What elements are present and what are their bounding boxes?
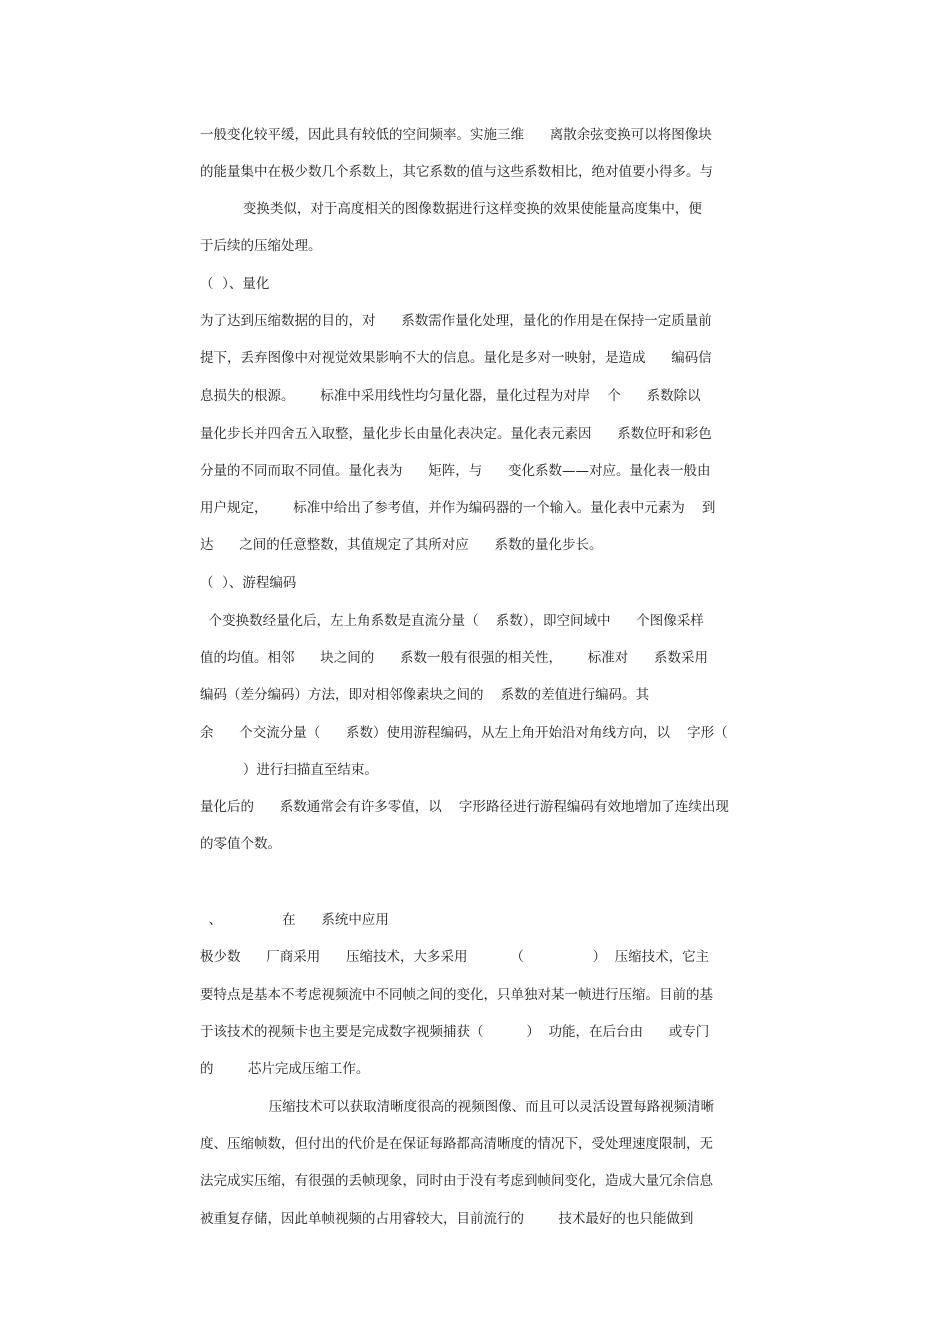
section-heading: （ ）、量化: [200, 276, 270, 292]
body-text-line: 编码（差分编码）方法，即对相邻像素块之间的 系数的差值进行编码。其: [200, 687, 650, 703]
body-text-line: 法完成实压缩，有很强的丢帧现象，同时由于没有考虑到帧间变化，造成大量冗余信息: [200, 1173, 713, 1189]
section-heading: （ ）、游程编码: [200, 575, 297, 591]
body-text-line: 值的均值。相邻 块之间的 系数一般有很强的相关性， 标准对 系数采用: [200, 650, 708, 666]
body-text-line: 分量的不同而取不同值。量化表为 矩阵，与 变化系数——对应。量化表一般由: [200, 463, 711, 479]
body-text-line: 量化后的 系数通常会有许多零值，以 字形路径进行游程编码有效地增加了连续出现: [200, 799, 729, 815]
body-text-line: 提下，丢弃图像中对视觉效果影响不大的信息。量化是多对一映射，是造成 编码信: [200, 350, 712, 366]
body-text-line: 被重复存储，因此单帧视频的占用睿较大，目前流行的 技术最好的也只能做到: [200, 1211, 694, 1227]
body-text-line: 为了达到压缩数据的目的，对 系数需作量化处理，量化的作用是在保持一定质量前: [200, 313, 712, 329]
body-text-line: 量化步长并四舍五入取整，量化步长由量化表决定。量化表元素因 系数位旴和彩色: [200, 426, 712, 442]
body-text-line: ）进行扫描直至结束。: [200, 762, 378, 778]
body-text-line: 的能量集中在极少数几个系数上，其它系数的值与这些系数相比，绝对值要小得多。与: [200, 164, 713, 180]
body-text-line: 的零值个数。: [200, 836, 281, 852]
section-heading: 、 在 系统中应用: [200, 912, 389, 928]
body-text-line: 度、压缩帧数，但付出的代价是在保证每路都高清晰度的情况下，受处理速度限制，无: [200, 1136, 713, 1152]
body-text-line: 压缩技术可以获取清晰度很高的视频图像、而且可以灵活设置每路视频清晰: [200, 1099, 715, 1115]
body-text-line: 一般变化较平缓，因此具有较低的空间频率。实施三维 离散余弦变换可以将图像块: [200, 127, 712, 143]
body-text-line: 于后续的压缩处理。: [200, 238, 322, 254]
body-text-line: 息损失的根源。 标准中采用线性均匀量化器，量化过程为对岸 个 系数除以: [200, 388, 701, 404]
body-text-line: 用户规定， 标准中给出了参考值，并作为编码器的一个输入。量化表中元素为 到: [200, 500, 716, 516]
body-text-line: 变换类似，对于高度相关的图像数据进行这样变换的效果使能量高度集中，便: [200, 201, 702, 217]
body-text-line: 个变换数经量化后，左上角系数是直流分量（ 系数），即空间域中 个图像采样: [200, 613, 704, 629]
body-text-line: 极少数 厂商采用 压缩技术，大多采用 （ ） 压缩技术，它主: [200, 949, 710, 965]
body-text-line: 余 个交流分量（ 系数）使用游程编码，从左上角开始沿对角线方向，以 字形（: [200, 725, 728, 741]
body-text-line: 于该技术的视频卡也主要是完成数字视频捕获（ ） 功能，在后台由 或专门: [200, 1024, 710, 1040]
body-text-line: 要特点是基本不考虑视频流中不同帧之间的变化，只单独对某一帧进行压缩。目前的基: [200, 987, 713, 1003]
body-text-line: 达 之间的任意整数，其值规定了其所对应 系数的量化步长。: [200, 537, 603, 553]
body-text-line: 的 芯片完成压缩工作。: [200, 1061, 370, 1077]
